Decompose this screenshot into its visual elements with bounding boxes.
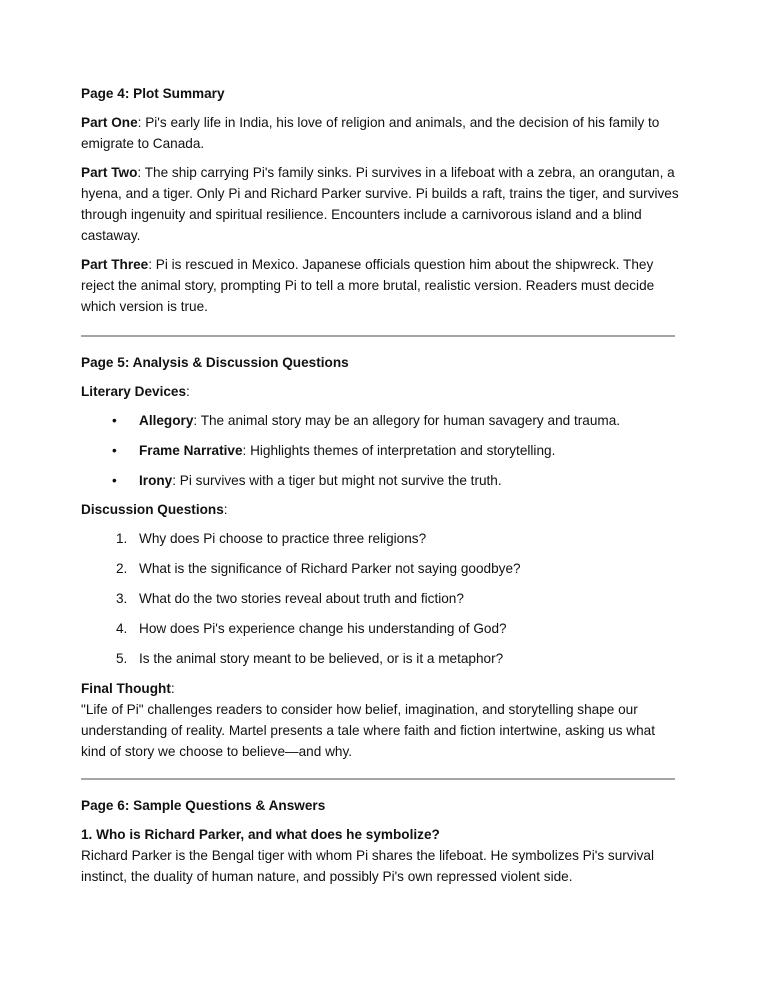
bullet-icon: • [112,473,117,488]
question-item: Why does Pi choose to practice three religions? [139,531,427,546]
colon: : [170,681,175,696]
item-label: Frame Narrative [139,443,243,458]
questions-label [81,499,681,520]
final-text: "Life of Pi" challenges readers to consider how belief, imagination, and storytelling shape our understanding of reality. Martel presents a tale where faith and fiction intertwine, asking us what kind of story we choose to believe—and why. [81,702,656,759]
divider [81,778,675,780]
part-label: Part One [81,115,138,130]
final-label: Final Thought [81,681,171,696]
devices-label-text: Literary Devices [81,384,187,399]
list-number: 3. [116,591,128,606]
item-text: : Pi survives with a tiger but might not survive the truth. [172,473,502,488]
list-number: 2. [116,561,128,576]
question-item: What do the two stories reveal about truth and fiction? [139,591,464,606]
page4-heading: Page 4: Plot Summary [81,86,225,101]
bullet-icon: • [112,413,117,428]
list-item [139,440,679,461]
part-three [81,254,681,317]
qa-item [81,824,681,887]
final-thought [81,678,681,762]
question-item: How does Pi's experience change his understanding of God? [139,621,507,636]
list-item [139,470,679,491]
page6-heading: Page 6: Sample Questions & Answers [81,798,326,813]
part-text: : The ship carrying Pi's family sinks. Pi survives in a lifeboat with a zebra, an orangutan, a hyena, and a tiger. Only Pi and Richard Parker survive. Pi builds a raft, trains the tiger, and survives through ingenuity and spiritual resilience. Encounters include a carnivorous island and a blind castaway. [81,165,679,243]
item-text: : Highlights themes of interpretation and storytelling. [242,443,556,458]
part-text: : Pi is rescued in Mexico. Japanese officials question him about the shipwreck. They reject the animal story, prompting Pi to tell a more brutal, realistic version. Readers must decide which version is true. [81,257,655,314]
answer: Richard Parker is the Bengal tiger with whom Pi shares the lifeboat. He symbolizes Pi's survival instinct, the duality of human nature, and possibly Pi's own repressed violent side. [81,848,655,884]
colon: : [186,384,190,399]
question-item: Is the animal story meant to be believed, or is it a metaphor? [139,651,504,666]
divider [81,335,675,337]
part-label: Part Three [81,257,149,272]
page5-heading: Page 5: Analysis & Discussion Questions [81,355,349,370]
question-item: What is the significance of Richard Parker not saying goodbye? [139,561,521,576]
item-label: Irony [139,473,173,488]
list-number: 1. [116,531,128,546]
bullet-icon: • [112,443,117,458]
part-two [81,162,681,246]
item-label: Allegory [139,413,194,428]
part-one [81,112,681,154]
item-text: : The animal story may be an allegory for human savagery and trauma. [193,413,621,428]
devices-label [81,381,681,402]
questions-label-text: Discussion Questions [81,502,224,517]
list-item [139,410,679,431]
list-number: 4. [116,621,128,636]
part-label: Part Two [81,165,138,180]
question: 1. Who is Richard Parker, and what does he symbolize? [81,827,440,842]
part-text: : Pi's early life in India, his love of religion and animals, and the decision of his family to emigrate to Canada. [81,115,660,151]
list-number: 5. [116,651,128,666]
colon: : [223,502,228,517]
